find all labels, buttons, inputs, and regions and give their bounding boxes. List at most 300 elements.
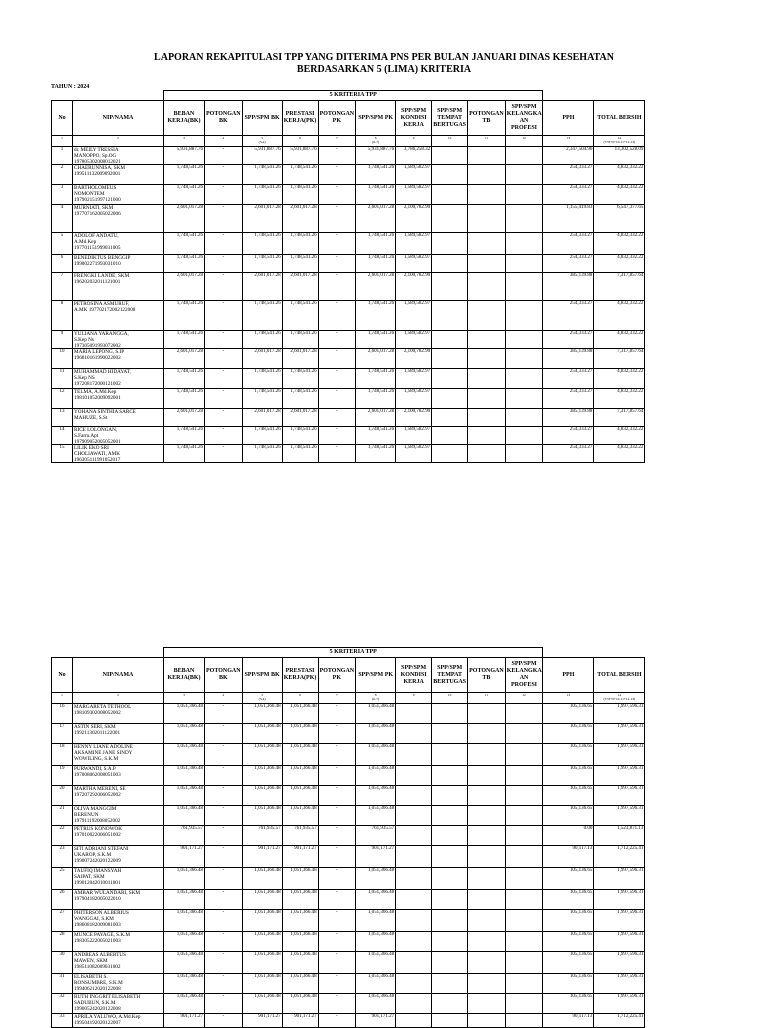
total-bersih-cell: 4,832,332.22: [594, 165, 645, 185]
potongan-pk-cell: -: [318, 890, 356, 910]
beban-kerja-cell: 1,051,366.48: [164, 704, 205, 724]
potongan-pk-cell: -: [318, 704, 356, 724]
spp-bk-cell: 1,051,366.48: [242, 786, 282, 806]
pph-cell: 254,333.27: [543, 389, 594, 409]
column-index: 10: [432, 136, 468, 147]
spp-kelangkaan-cell: [505, 766, 543, 786]
potongan-pk-cell: -: [318, 301, 356, 331]
nip-nama-cell: [73, 255, 164, 273]
spp-kondisi-cell: [396, 744, 432, 766]
spp-bk-cell: 1,051,366.48: [242, 890, 282, 910]
total-bersih-cell: 1,997,596.31: [594, 974, 645, 994]
potongan-bk-cell: -: [205, 952, 243, 974]
spp-kelangkaan-cell: [505, 932, 543, 952]
pph-cell: 105,136.65: [543, 910, 594, 932]
potongan-bk-cell: -: [205, 165, 243, 185]
beban-kerja-cell: 1,051,366.48: [164, 786, 205, 806]
nip-nama-line: LILIK EKO SRI: [74, 445, 109, 451]
spp-kondisi-cell: [396, 932, 432, 952]
spp-bk-cell: 1,051,366.48: [242, 724, 282, 744]
beban-kerja-cell: 1,051,366.48: [164, 744, 205, 766]
total-bersih-cell: 4,832,332.22: [594, 255, 645, 273]
nip-nama-cell: [73, 704, 164, 724]
report-title-line1: LAPORAN REKAPITULASI TPP YANG DITERIMA PNS PER BULAN JANUARI DINAS KESEHATAN: [154, 52, 614, 63]
header-potongan-tb: POTONGAN TB: [468, 658, 506, 693]
potongan-tb-cell: [468, 1014, 506, 1028]
spp-bk-cell: 1,748,541.26: [242, 185, 282, 205]
beban-kerja-cell: 1,051,366.48: [164, 952, 205, 974]
potongan-pk-cell: -: [318, 868, 356, 890]
spp-bk-cell: 1,051,366.48: [242, 910, 282, 932]
potongan-pk-cell: -: [318, 147, 356, 165]
spp-bk-cell: 1,051,366.48: [242, 974, 282, 994]
table-row: [52, 301, 645, 331]
spp-kondisi-cell: 1,589,582.97: [396, 331, 432, 349]
prestasi-kerja-cell: 1,051,366.48: [282, 766, 318, 786]
nip-nama-line: 197909052005052001: [74, 439, 121, 443]
table-row: [52, 255, 645, 273]
total-bersih-cell: 1,523,871.13: [594, 826, 645, 846]
potongan-tb-cell: [468, 890, 506, 910]
nip-nama-line: TELMA, A.Md.Kep: [74, 389, 117, 395]
beban-kerja-cell: 5,931,887.76: [164, 147, 205, 165]
nip-nama-cell: [73, 932, 164, 952]
spp-pk-cell: 1,051,366.48: [356, 744, 396, 766]
nip-nama-line: S.Kep Ns: [74, 337, 94, 343]
potongan-tb-cell: [468, 952, 506, 974]
spp-pk-cell: 1,748,541.26: [356, 185, 396, 205]
spp-tempat-cell: [432, 301, 468, 331]
spp-kelangkaan-cell: [505, 331, 543, 349]
column-index: 14 (5+8+9+10-11+12-13): [594, 136, 645, 147]
row-number: 31: [52, 974, 73, 994]
potongan-tb-cell: [468, 744, 506, 766]
potongan-pk-cell: -: [318, 331, 356, 349]
beban-kerja-cell: 1,748,541.26: [164, 301, 205, 331]
nip-nama-line: SAIPAT, SKM: [74, 874, 105, 880]
total-bersih-cell: 1,997,596.31: [594, 724, 645, 744]
spp-pk-cell: 1,748,541.26: [356, 331, 396, 349]
nip-nama-line: PETRUS KONOWOK: [74, 826, 122, 832]
header-total-bersih: TOTAL BERSIH: [594, 658, 645, 693]
table-row: [52, 205, 645, 233]
nip-nama-line: A.Md.Kep: [74, 239, 97, 245]
column-index: 3: [164, 693, 205, 704]
prestasi-kerja-cell: 901,171.27: [282, 1014, 318, 1028]
table-row: [52, 704, 645, 724]
row-number: 21: [52, 806, 73, 826]
nip-nama-cell: [73, 724, 164, 744]
header-total-bersih: TOTAL BERSIH: [594, 101, 645, 136]
table-row: [52, 1014, 645, 1028]
pph-cell: 105,136.65: [543, 744, 594, 766]
spp-kelangkaan-cell: [505, 255, 543, 273]
table-row: [52, 910, 645, 932]
spp-tempat-cell: [432, 932, 468, 952]
table-row: [52, 165, 645, 185]
total-bersih-cell: 1,997,596.31: [594, 994, 645, 1014]
potongan-bk-cell: -: [205, 704, 243, 724]
column-index: 7: [318, 693, 356, 704]
prestasi-kerja-cell: 1,051,366.48: [282, 994, 318, 1014]
total-bersih-cell: 1,712,225.41: [594, 1014, 645, 1028]
spp-bk-cell: 1,748,541.26: [242, 445, 282, 463]
spp-kondisi-cell: [396, 724, 432, 744]
spp-tempat-cell: [432, 806, 468, 826]
potongan-bk-cell: -: [205, 724, 243, 744]
spp-pk-cell: 1,051,366.48: [356, 994, 396, 1014]
potongan-pk-cell: -: [318, 724, 356, 744]
spp-kelangkaan-cell: [505, 273, 543, 301]
spp-kelangkaan-cell: [505, 301, 543, 331]
header-spp-pk: SPP/SPM PK: [356, 101, 396, 136]
spp-bk-cell: 1,051,366.48: [242, 806, 282, 826]
potongan-bk-cell: -: [205, 389, 243, 409]
potongan-bk-cell: -: [205, 273, 243, 301]
column-index: 12: [505, 693, 543, 704]
spp-kelangkaan-cell: [505, 445, 543, 463]
prestasi-kerja-cell: 1,051,366.48: [282, 952, 318, 974]
nip-nama-line: 196305111991052017: [74, 457, 121, 461]
nip-nama-line: APRILA YALUWO, A.Md.Kep: [74, 1014, 141, 1020]
nip-nama-line: MUNCE PAYAGE, S.K.M: [74, 932, 130, 938]
spp-kondisi-cell: [396, 766, 432, 786]
nip-nama-cell: [73, 369, 164, 389]
nip-nama-line: MAHUZE, S.St: [74, 415, 108, 421]
pph-cell: 254,333.27: [543, 445, 594, 463]
row-number: 25: [52, 868, 73, 890]
spp-kondisi-cell: 1,589,582.97: [396, 185, 432, 205]
spp-kondisi-cell: 1,589,582.97: [396, 445, 432, 463]
spp-tempat-cell: [432, 910, 468, 932]
potongan-pk-cell: -: [318, 910, 356, 932]
spp-pk-cell: 1,051,366.48: [356, 890, 396, 910]
nip-nama-line: UKAROP, S.K.M: [74, 852, 112, 858]
beban-kerja-cell: 1,748,541.26: [164, 445, 205, 463]
nip-nama-line: MUHAMMAD HIDAYAT,: [74, 369, 131, 375]
potongan-tb-cell: [468, 932, 506, 952]
column-index: 9: [396, 693, 432, 704]
spp-kondisi-cell: [396, 846, 432, 868]
pph-cell: 105,136.65: [543, 994, 594, 1014]
nip-nama-line: 197904182005022010: [74, 896, 121, 902]
prestasi-kerja-cell: 1,051,366.48: [282, 868, 318, 890]
row-number: 7: [52, 273, 73, 301]
row-number: 8: [52, 301, 73, 331]
beban-kerja-cell: 1,748,541.26: [164, 185, 205, 205]
spp-kondisi-cell: 1,589,582.97: [396, 165, 432, 185]
spp-kondisi-cell: 1,589,582.97: [396, 427, 432, 445]
spp-tempat-cell: [432, 331, 468, 349]
total-bersih-cell: 1,997,596.31: [594, 744, 645, 766]
potongan-tb-cell: [468, 445, 506, 463]
table-row: [52, 331, 645, 349]
pph-cell: 2,347,504.96: [543, 147, 594, 165]
row-number: 13: [52, 409, 73, 427]
header-potongan-bk: POTONGAN BK: [205, 658, 243, 693]
potongan-pk-cell: -: [318, 349, 356, 369]
nip-nama-line: WOWILING, S.K.M: [74, 756, 119, 762]
column-index: 5 (3-4): [242, 693, 282, 704]
nip-nama-line: S.Kep NS: [74, 375, 95, 381]
nip-nama-line: AKSAMINE JANE SINDY: [74, 750, 133, 756]
nip-nama-line: WANGGAI, S.KM: [74, 916, 114, 922]
table-row: [52, 185, 645, 205]
header-potongan-tb: POTONGAN TB: [468, 101, 506, 136]
potongan-tb-cell: [468, 806, 506, 826]
spp-kondisi-cell: [396, 806, 432, 826]
potongan-pk-cell: -: [318, 185, 356, 205]
prestasi-kerja-cell: 1,051,366.48: [282, 744, 318, 766]
nip-nama-line: MARTHA MERENI, SE: [74, 786, 126, 792]
spp-kondisi-cell: [396, 952, 432, 974]
row-number: 17: [52, 724, 73, 744]
prestasi-kerja-cell: 1,051,366.48: [282, 910, 318, 932]
potongan-pk-cell: -: [318, 974, 356, 994]
spp-kondisi-cell: [396, 868, 432, 890]
nip-nama-line: ANDREAS ALBERTUS: [74, 952, 127, 958]
row-number: 18: [52, 744, 73, 766]
prestasi-kerja-cell: 5,931,887.76: [282, 147, 318, 165]
spp-kelangkaan-cell: [505, 826, 543, 846]
nip-nama-line: CHOLIAWATI, AMK: [74, 451, 120, 457]
spp-kelangkaan-cell: [505, 910, 543, 932]
prestasi-kerja-cell: 1,051,366.48: [282, 974, 318, 994]
nip-nama-line: PURWANDI, S.A.P: [74, 766, 116, 772]
nip-nama-line: 198109302008052002: [74, 710, 121, 716]
pph-cell: 105,136.65: [543, 806, 594, 826]
column-index: 12: [505, 136, 543, 147]
column-index: 3: [164, 136, 205, 147]
potongan-tb-cell: [468, 826, 506, 846]
row-number: 9: [52, 331, 73, 349]
table-row: [52, 994, 645, 1014]
header-spp-kondisi: SPP/SPM KONDISI KERJA: [396, 101, 432, 136]
spp-kelangkaan-cell: [505, 952, 543, 974]
row-number: 30: [52, 952, 73, 974]
spp-kondisi-cell: [396, 704, 432, 724]
spp-bk-cell: 1,051,366.48: [242, 868, 282, 890]
potongan-bk-cell: -: [205, 233, 243, 255]
nip-nama-line: MARGARETA TETHOOL: [74, 704, 132, 710]
nip-nama-cell: [73, 766, 164, 786]
nip-nama-line: RICE LOLONGAN,: [74, 427, 118, 433]
potongan-bk-cell: -: [205, 369, 243, 389]
spp-pk-cell: 901,171.27: [356, 846, 396, 868]
nip-nama-cell: [73, 409, 164, 427]
nip-nama-cell: [73, 744, 164, 766]
spp-bk-cell: 2,601,017.28: [242, 349, 282, 369]
pph-cell: 1,155,419.83: [543, 205, 594, 233]
nip-nama-line: CHAERUNNISA, SKM: [74, 165, 126, 171]
potongan-pk-cell: -: [318, 806, 356, 826]
beban-kerja-cell: 1,748,541.26: [164, 233, 205, 255]
spp-pk-cell: 1,748,541.26: [356, 427, 396, 445]
potongan-pk-cell: -: [318, 826, 356, 846]
potongan-tb-cell: [468, 846, 506, 868]
spp-kelangkaan-cell: [505, 868, 543, 890]
nip-nama-line: 199002271993031010: [74, 261, 121, 267]
spp-bk-cell: 901,171.27: [242, 1014, 282, 1028]
spp-tempat-cell: [432, 868, 468, 890]
potongan-tb-cell: [468, 704, 506, 724]
nip-nama-line: RUTH INGGRIT ELISABETH: [74, 994, 141, 1000]
spp-pk-cell: 2,601,017.28: [356, 349, 396, 369]
nip-nama-cell: [73, 846, 164, 868]
row-number: 1: [52, 147, 73, 165]
potongan-pk-cell: -: [318, 273, 356, 301]
table-row: [52, 974, 645, 994]
header-potongan-pk: POTONGAN PK: [318, 101, 356, 136]
beban-kerja-cell: 901,171.27: [164, 1014, 205, 1028]
row-number: 23: [52, 846, 73, 868]
nip-nama-line: 198101052009092001: [74, 395, 121, 401]
spp-bk-cell: 1,051,366.48: [242, 704, 282, 724]
spp-kelangkaan-cell: [505, 806, 543, 826]
potongan-bk-cell: -: [205, 185, 243, 205]
nip-nama-line: BARTHOLOMEUS: [74, 185, 117, 191]
spp-kelangkaan-cell: [505, 890, 543, 910]
spp-kondisi-cell: [396, 994, 432, 1014]
table-row: [52, 369, 645, 389]
spp-bk-cell: 1,051,366.48: [242, 932, 282, 952]
spp-pk-cell: 1,051,366.48: [356, 704, 396, 724]
potongan-tb-cell: [468, 724, 506, 744]
table-row: [52, 427, 645, 445]
row-number: 26: [52, 890, 73, 910]
spp-tempat-cell: [432, 704, 468, 724]
spp-bk-cell: 1,051,366.48: [242, 744, 282, 766]
table-row: [52, 890, 645, 910]
potongan-tb-cell: [468, 147, 506, 165]
nip-nama-cell: [73, 910, 164, 932]
beban-kerja-cell: 2,601,017.28: [164, 349, 205, 369]
spp-kondisi-cell: [396, 910, 432, 932]
potongan-pk-cell: -: [318, 786, 356, 806]
column-index: 13: [543, 693, 594, 704]
column-index: 13: [543, 136, 594, 147]
kriteria-header: 5 KRITERIA TPP: [164, 648, 543, 658]
header-beban-kerja: BEBAN KERJA(BK): [164, 658, 205, 693]
nip-nama-line: 197805302008012021: [74, 159, 121, 163]
spp-kelangkaan-cell: [505, 744, 543, 766]
row-number: 27: [52, 910, 73, 932]
spp-kelangkaan-cell: [505, 165, 543, 185]
spp-kondisi-cell: [396, 890, 432, 910]
table-row: [52, 846, 645, 868]
spp-pk-cell: 761,935.57: [356, 826, 396, 846]
nip-nama-line: 197305091993072002: [74, 343, 121, 347]
beban-kerja-cell: 2,601,017.28: [164, 205, 205, 233]
spp-kondisi-cell: 2,100,782.90: [396, 409, 432, 427]
potongan-bk-cell: -: [205, 786, 243, 806]
table-row: [52, 952, 645, 974]
spp-tempat-cell: [432, 165, 468, 185]
nip-nama-cell: [73, 806, 164, 826]
nip-nama-cell: [73, 890, 164, 910]
header-spp-pk: SPP/SPM PK: [356, 658, 396, 693]
potongan-bk-cell: -: [205, 994, 243, 1014]
spp-pk-cell: 1,748,541.26: [356, 389, 396, 409]
header-spp-tempat: SPP/SPM TEMPAT BERTUGAS: [432, 101, 468, 136]
prestasi-kerja-cell: 1,748,541.26: [282, 301, 318, 331]
potongan-pk-cell: -: [318, 205, 356, 233]
prestasi-kerja-cell: 1,748,541.26: [282, 255, 318, 273]
spp-tempat-cell: [432, 409, 468, 427]
total-bersih-cell: 4,832,332.22: [594, 445, 645, 463]
potongan-tb-cell: [468, 786, 506, 806]
header-pph: PPH: [543, 658, 594, 693]
potongan-bk-cell: -: [205, 331, 243, 349]
beban-kerja-cell: 1,051,366.48: [164, 724, 205, 744]
potongan-tb-cell: [468, 205, 506, 233]
total-bersih-cell: 1,997,596.31: [594, 868, 645, 890]
beban-kerja-cell: 1,051,366.48: [164, 932, 205, 952]
nip-nama-cell: [73, 427, 164, 445]
spp-pk-cell: 1,051,366.48: [356, 974, 396, 994]
header-spp-bk: SPP/SPM BK: [242, 658, 282, 693]
potongan-tb-cell: [468, 165, 506, 185]
nip-nama-cell: [73, 185, 164, 205]
spp-kondisi-cell: [396, 826, 432, 846]
potongan-tb-cell: [468, 273, 506, 301]
spp-kelangkaan-cell: [505, 185, 543, 205]
nip-nama-line: ADOLOF ANDATU,: [74, 233, 119, 239]
row-number: 10: [52, 349, 73, 369]
table-row: [52, 744, 645, 766]
row-number: 6: [52, 255, 73, 273]
row-number: 15: [52, 445, 73, 463]
prestasi-kerja-cell: 761,935.57: [282, 826, 318, 846]
beban-kerja-cell: 1,051,366.48: [164, 890, 205, 910]
nip-nama-line: 199211302011122001: [74, 730, 121, 736]
nip-nama-cell: [73, 233, 164, 255]
recap-table-1: [51, 90, 645, 463]
column-index: 4: [205, 693, 243, 704]
spp-pk-cell: 1,748,541.26: [356, 165, 396, 185]
spp-bk-cell: 1,748,541.26: [242, 301, 282, 331]
spp-bk-cell: 1,748,541.26: [242, 389, 282, 409]
potongan-bk-cell: -: [205, 826, 243, 846]
nip-nama-line: YOHANA SINTHIA SARCE: [74, 409, 136, 415]
prestasi-kerja-cell: 1,748,541.26: [282, 389, 318, 409]
nip-nama-line: 199005242020122008: [74, 1006, 121, 1012]
pph-cell: 105,136.65: [543, 724, 594, 744]
header-spp-kondisi: SPP/SPM KONDISI KERJA: [396, 658, 432, 693]
header-spp-kelangkaan: SPP/SPM KELANGKA AN PROFESI: [505, 658, 543, 693]
spp-kelangkaan-cell: [505, 369, 543, 389]
spp-tempat-cell: [432, 890, 468, 910]
nip-nama-line: SADUBUN, S.K.M: [74, 1000, 116, 1006]
pph-cell: 254,333.27: [543, 331, 594, 349]
nip-nama-cell: [73, 826, 164, 846]
spp-pk-cell: 1,051,366.48: [356, 952, 396, 974]
total-bersih-cell: 4,832,332.22: [594, 369, 645, 389]
nip-nama-line: MANOPPO, Sp.OG: [74, 153, 117, 159]
total-bersih-cell: 1,997,596.31: [594, 910, 645, 932]
pph-cell: 254,333.27: [543, 255, 594, 273]
potongan-pk-cell: -: [318, 409, 356, 427]
nip-nama-cell: [73, 273, 164, 301]
spp-tempat-cell: [432, 994, 468, 1014]
spp-pk-cell: 1,748,541.26: [356, 255, 396, 273]
beban-kerja-cell: 1,748,541.26: [164, 331, 205, 349]
spp-tempat-cell: [432, 724, 468, 744]
row-number: 5: [52, 233, 73, 255]
spp-pk-cell: 2,601,017.28: [356, 205, 396, 233]
nip-nama-line: dr. MEILY TRESSIA: [74, 147, 119, 153]
spp-kondisi-cell: 2,100,782.90: [396, 273, 432, 301]
